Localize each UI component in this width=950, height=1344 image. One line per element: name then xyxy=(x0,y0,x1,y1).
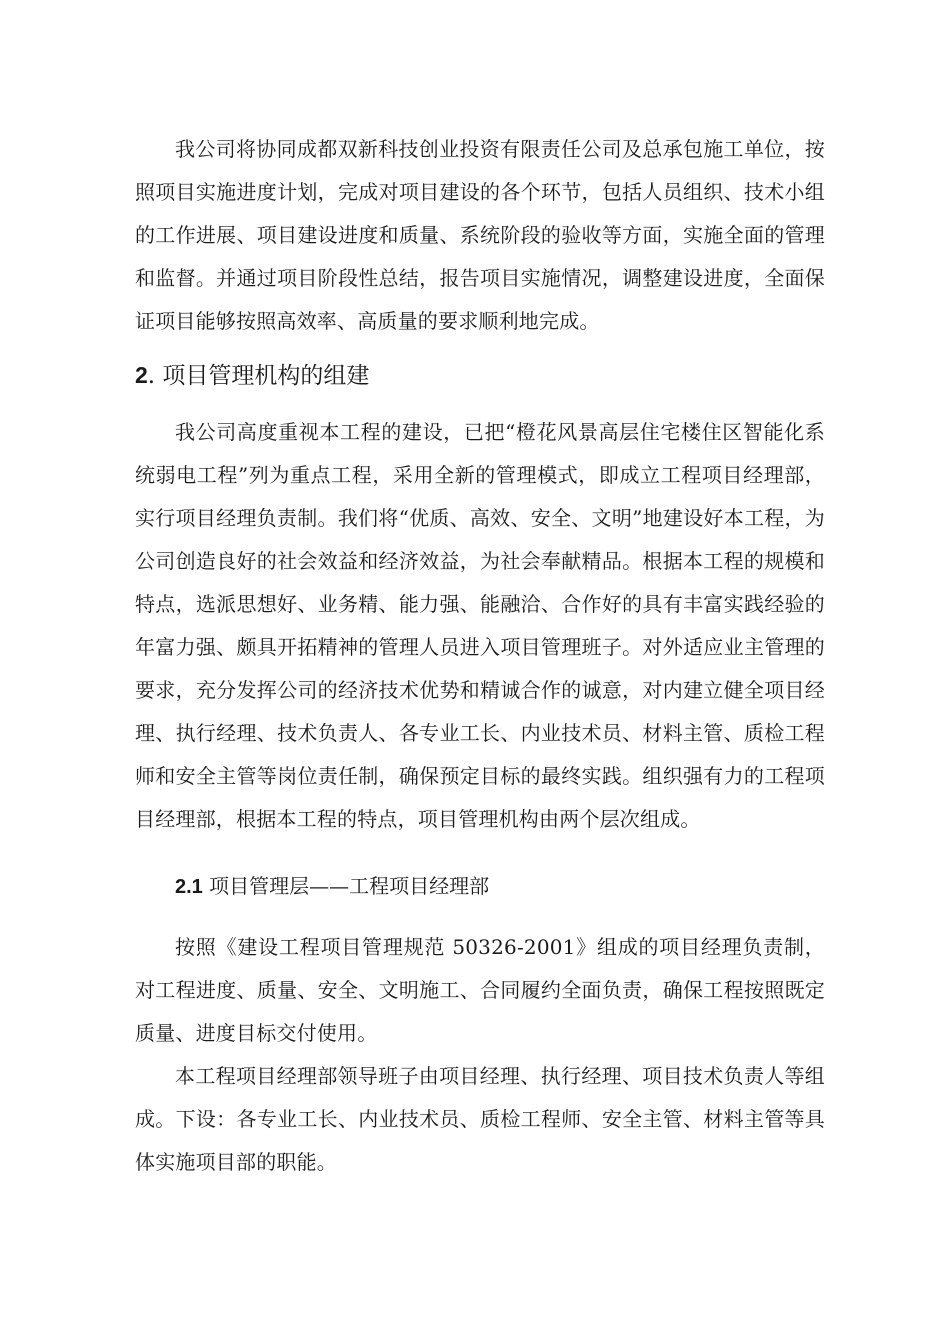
paragraph-leadership-team: 本工程项目经理部领导班子由项目经理、执行经理、项目技术负责人等组成。下设：各专业工长、内业技术员、质检工程师、安全主管、材料主管等具体实施项目部的职能。 xyxy=(135,1064,825,1174)
subsection-number: 2.1 xyxy=(175,876,203,898)
subsection-title: 项目管理层——工程项目经理部 xyxy=(202,874,490,898)
paragraph-management-spec: 按照《建设工程项目管理规范 50326-2001》组成的项目经理负责制，对工程进度、质量、安全、文明施工、合同履约全面负责，确保工程按照既定质量、进度目标交付使用。 xyxy=(135,935,825,1045)
section-heading-2-1 xyxy=(175,872,489,901)
paragraph-organization-setup: 我公司高度重视本工程的建设，已把“橙花风景高层住宅楼住区智能化系统弱电工程”列为重点工程，采用全新的管理模式，即成立工程项目经理部，实行项目经理负责制。我们将“优质、高效、安全、文明”地建设好本工程，为公司创造良好的社会效益和经济效益，为社会奉献精品。根据本工程的规模和特点，选派思想好、业务精、能力强、能融洽、合作好的具有丰富实践经验的年富力强、颇具开拓精神的管理人员进入项目管理班子。对外适应业主管理的要求，充分发挥公司的经济技术优势和精诚合作的诚意，对内建立健全项目经理、执行经理、技术负责人、各专业工长、内业技术员、材料主管、质检工程师和安全主管等岗位责任制，确保预定目标的最终实践。组织强有力的工程项目经理部，根据本工程的特点，项目管理机构由两个层次组成。 xyxy=(135,420,825,831)
section-title: 项目管理机构的组建 xyxy=(162,363,370,389)
section-separator: . xyxy=(147,363,163,389)
section-heading-2 xyxy=(135,360,369,391)
paragraph-project-supervision: 我公司将协同成都双新科技创业投资有限责任公司及总承包施工单位，按照项目实施进度计划，完成对项目建设的各个环节，包括人员组织、技术小组的工作进展、项目建设进度和质量、系统阶段的验收等方面，实施全面的管理和监督。并通过项目阶段性总结，报告项目实施情况，调整建设进度，全面保证项目能够按照高效率、高质量的要求顺利地完成。 xyxy=(135,137,825,333)
section-number: 2 xyxy=(135,362,148,388)
